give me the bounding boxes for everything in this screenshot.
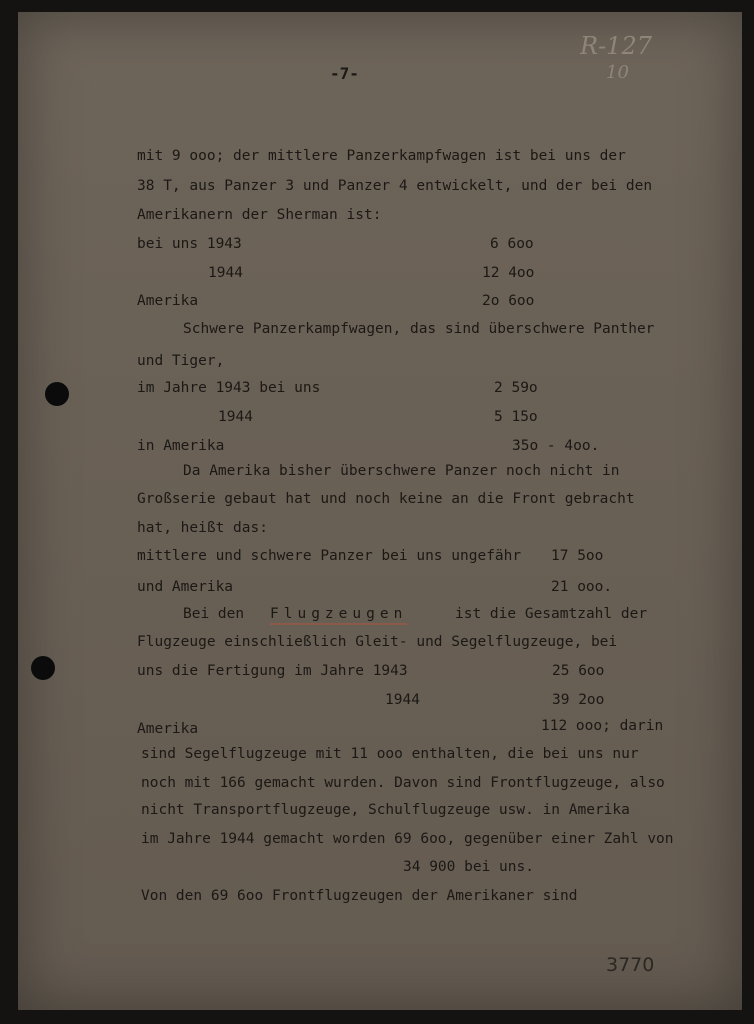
table-value: 35o - 4oo. <box>512 438 600 454</box>
text-line: 1944 <box>385 692 420 708</box>
text-line: sind Segelflugzeuge mit 11 ooo enthalten, die bei uns nur <box>141 746 639 762</box>
text-line: Da Amerika bisher überschwere Panzer noch nicht in <box>183 463 620 479</box>
text-line: 38 T, aus Panzer 3 und Panzer 4 entwickelt, und der bei den <box>137 178 653 194</box>
page-number: -7- <box>330 64 359 83</box>
text-line: bei uns 1943 <box>137 236 242 252</box>
text-line: mittlere und schwere Panzer bei uns ungefähr <box>137 548 522 564</box>
table-value: 2o 6oo <box>482 293 535 309</box>
section-keyword-flugzeugen: Flugzeugen <box>270 606 408 622</box>
table-value: 39 2oo <box>552 692 605 708</box>
text-line: 34 900 bei uns. <box>403 859 534 875</box>
text-line: Großserie gebaut hat und noch keine an die Front gebracht <box>137 491 635 507</box>
text-line: Flugzeuge einschließlich Gleit- und Segelflugzeuge, bei <box>137 634 618 650</box>
text-line: in Amerika <box>137 438 225 454</box>
table-value: 17 5oo <box>551 548 604 564</box>
punch-hole-bottom <box>31 656 55 680</box>
text-line: 1944 <box>218 409 253 425</box>
table-value: 12 4oo <box>482 265 535 281</box>
text-line: Amerikanern der Sherman ist: <box>137 207 382 223</box>
text-line: nicht Transportflugzeuge, Schulflugzeuge usw. in Amerika <box>141 802 630 818</box>
text-line: Schwere Panzerkampfwagen, das sind überschwere Panther <box>183 321 655 337</box>
table-value: 112 ooo; darin <box>541 718 664 734</box>
text-line: uns die Fertigung im Jahre 1943 <box>137 663 408 679</box>
text-line: noch mit 166 gemacht wurden. Davon sind Frontflugzeuge, also <box>141 775 665 791</box>
text-line: 1944 <box>208 265 243 281</box>
handwritten-reference: R-127 <box>580 32 652 60</box>
table-value: 21 ooo. <box>551 579 613 595</box>
text-line: hat, heißt das: <box>137 520 268 536</box>
text-line: Von den 69 6oo Frontflugzeugen der Amerikaner sind <box>141 888 578 904</box>
table-value: 2 59o <box>494 380 538 396</box>
text-line: und Tiger, <box>137 353 225 369</box>
punch-hole-top <box>45 382 69 406</box>
handwritten-subnumber: 10 <box>606 62 629 83</box>
text-line: Bei den <box>183 606 245 622</box>
table-value: 6 6oo <box>490 236 534 252</box>
text-line: ist die Gesamtzahl der <box>455 606 648 622</box>
archive-stamp-number: 3770 <box>606 954 655 976</box>
text-line: Amerika <box>137 293 199 309</box>
text-line: und Amerika <box>137 579 234 595</box>
text-line: Amerika <box>137 721 199 737</box>
table-value: 5 15o <box>494 409 538 425</box>
text-line: mit 9 ooo; der mittlere Panzerkampfwagen ist bei uns der <box>137 148 626 164</box>
text-line: im Jahre 1944 gemacht worden 69 6oo, gegenüber einer Zahl von <box>141 831 674 847</box>
table-value: 25 6oo <box>552 663 605 679</box>
text-line: im Jahre 1943 bei uns <box>137 380 321 396</box>
